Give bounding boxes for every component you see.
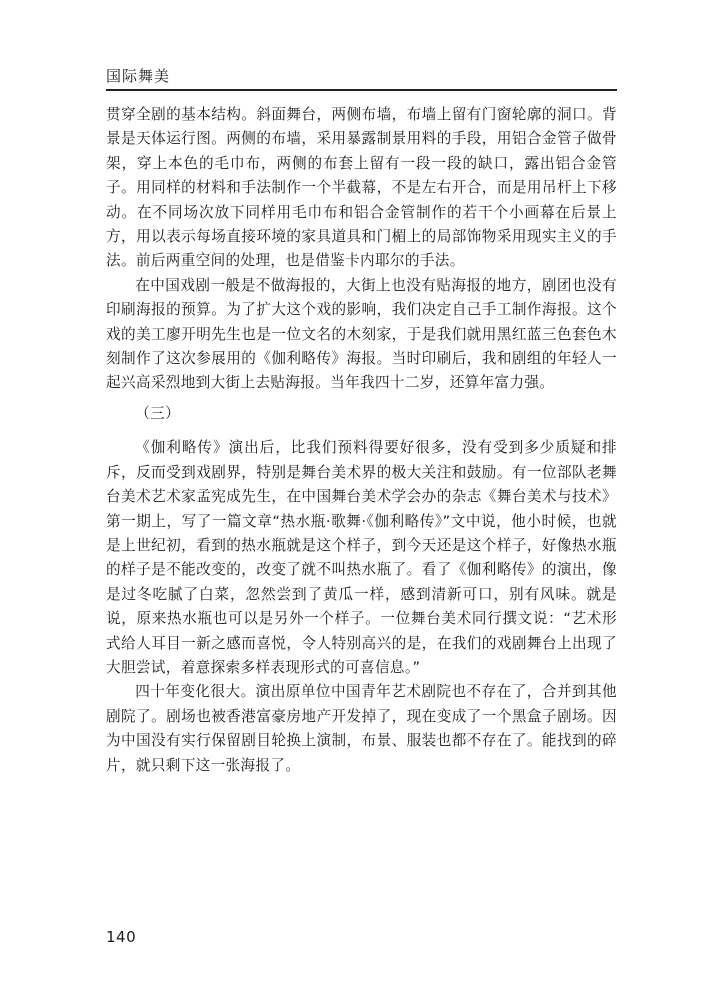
paragraph: 四十年变化很大。演出原单位中国青年艺术剧院也不存在了，合并到其他剧院了。剧场也被香港富豪房地产开发掉了，现在变成了一个黑盒子剧场。因为中国没有实行保留剧目轮换上演制，布景、服装也都不存在了。能找到的碎片，就只剩下这一张海报了。 [106,683,617,774]
section-heading: （三） [135,404,181,422]
running-header [106,66,617,88]
paragraph: 在中国戏剧一般是不做海报的，大街上也没有贴海报的地方，剧团也没有印刷海报的预算。为了扩大这个戏的影响，我们决定自己手工制作海报。这个戏的美工廖开明先生也是一位文名的木刻家，于是我们就用黑红蓝三色套色木刻制作了这次参展用的《伽利略传》海报。当时印刷后，我和剧组的年轻人一起兴高采烈地到大街上去贴海报。当年我四十二岁，还算年富力强。 [106,276,617,392]
paragraph: 贯穿全剧的基本结构。斜面舞台，两侧布墙，布墙上留有门窗轮廓的洞口。背景是天体运行图。两侧的布墙，采用暴露制景用料的手段，用铝合金管子做骨架，穿上本色的毛巾布，两侧的布套上留有一段一段的缺口，露出铝合金管子。用同样的材料和手法制作一个半截幕，不是左右开合，而是用吊杆上下移动。在不同场次放下同样用毛巾布和铝合金管制作的若干个小画幕在后景上方，用以表示每场直接环境的家具道具和门楣上的局部饰物采用现实主义的手法。前后两重空间的处理，也是借鉴卡内耶尔的手法。 [106,106,617,270]
body-text [106,103,617,778]
paragraph: 《伽利略传》演出后，比我们预料得要好很多，没有受到多少质疑和排斥，反而受到戏剧界，特别是舞台美术界的极大关注和鼓励。有一位部队老舞台美术艺术家孟宪成先生，在中国舞台美术学会办的杂志《舞台美术与技术》第一期上，写了一篇文章“热水瓶·歌舞·《伽利略传》”文中说，他小时候，也就是上世纪初，看到的热水瓶就是这个样子，到今天还是这个样子，好像热水瓶的样子是不能改变的，改变了就不叫热水瓶了。看了《伽利略传》的演出，像是过冬吃腻了白菜，忽然尝到了黄瓜一样，感到清新可口，别有风味。就是说，原来热水瓶也可以是另外一个样子。一位舞台美术同行撰文说：“艺术形式给人耳目一新之感而喜悦，令人特别高兴的是，在我们的戏剧舞台上出现了大胆尝试，着意探索多样表现形式的可喜信息。” [106,439,617,676]
header-title: 国际舞美 [106,67,171,85]
page-number: 140 [106,928,137,946]
header-rule [106,89,617,91]
